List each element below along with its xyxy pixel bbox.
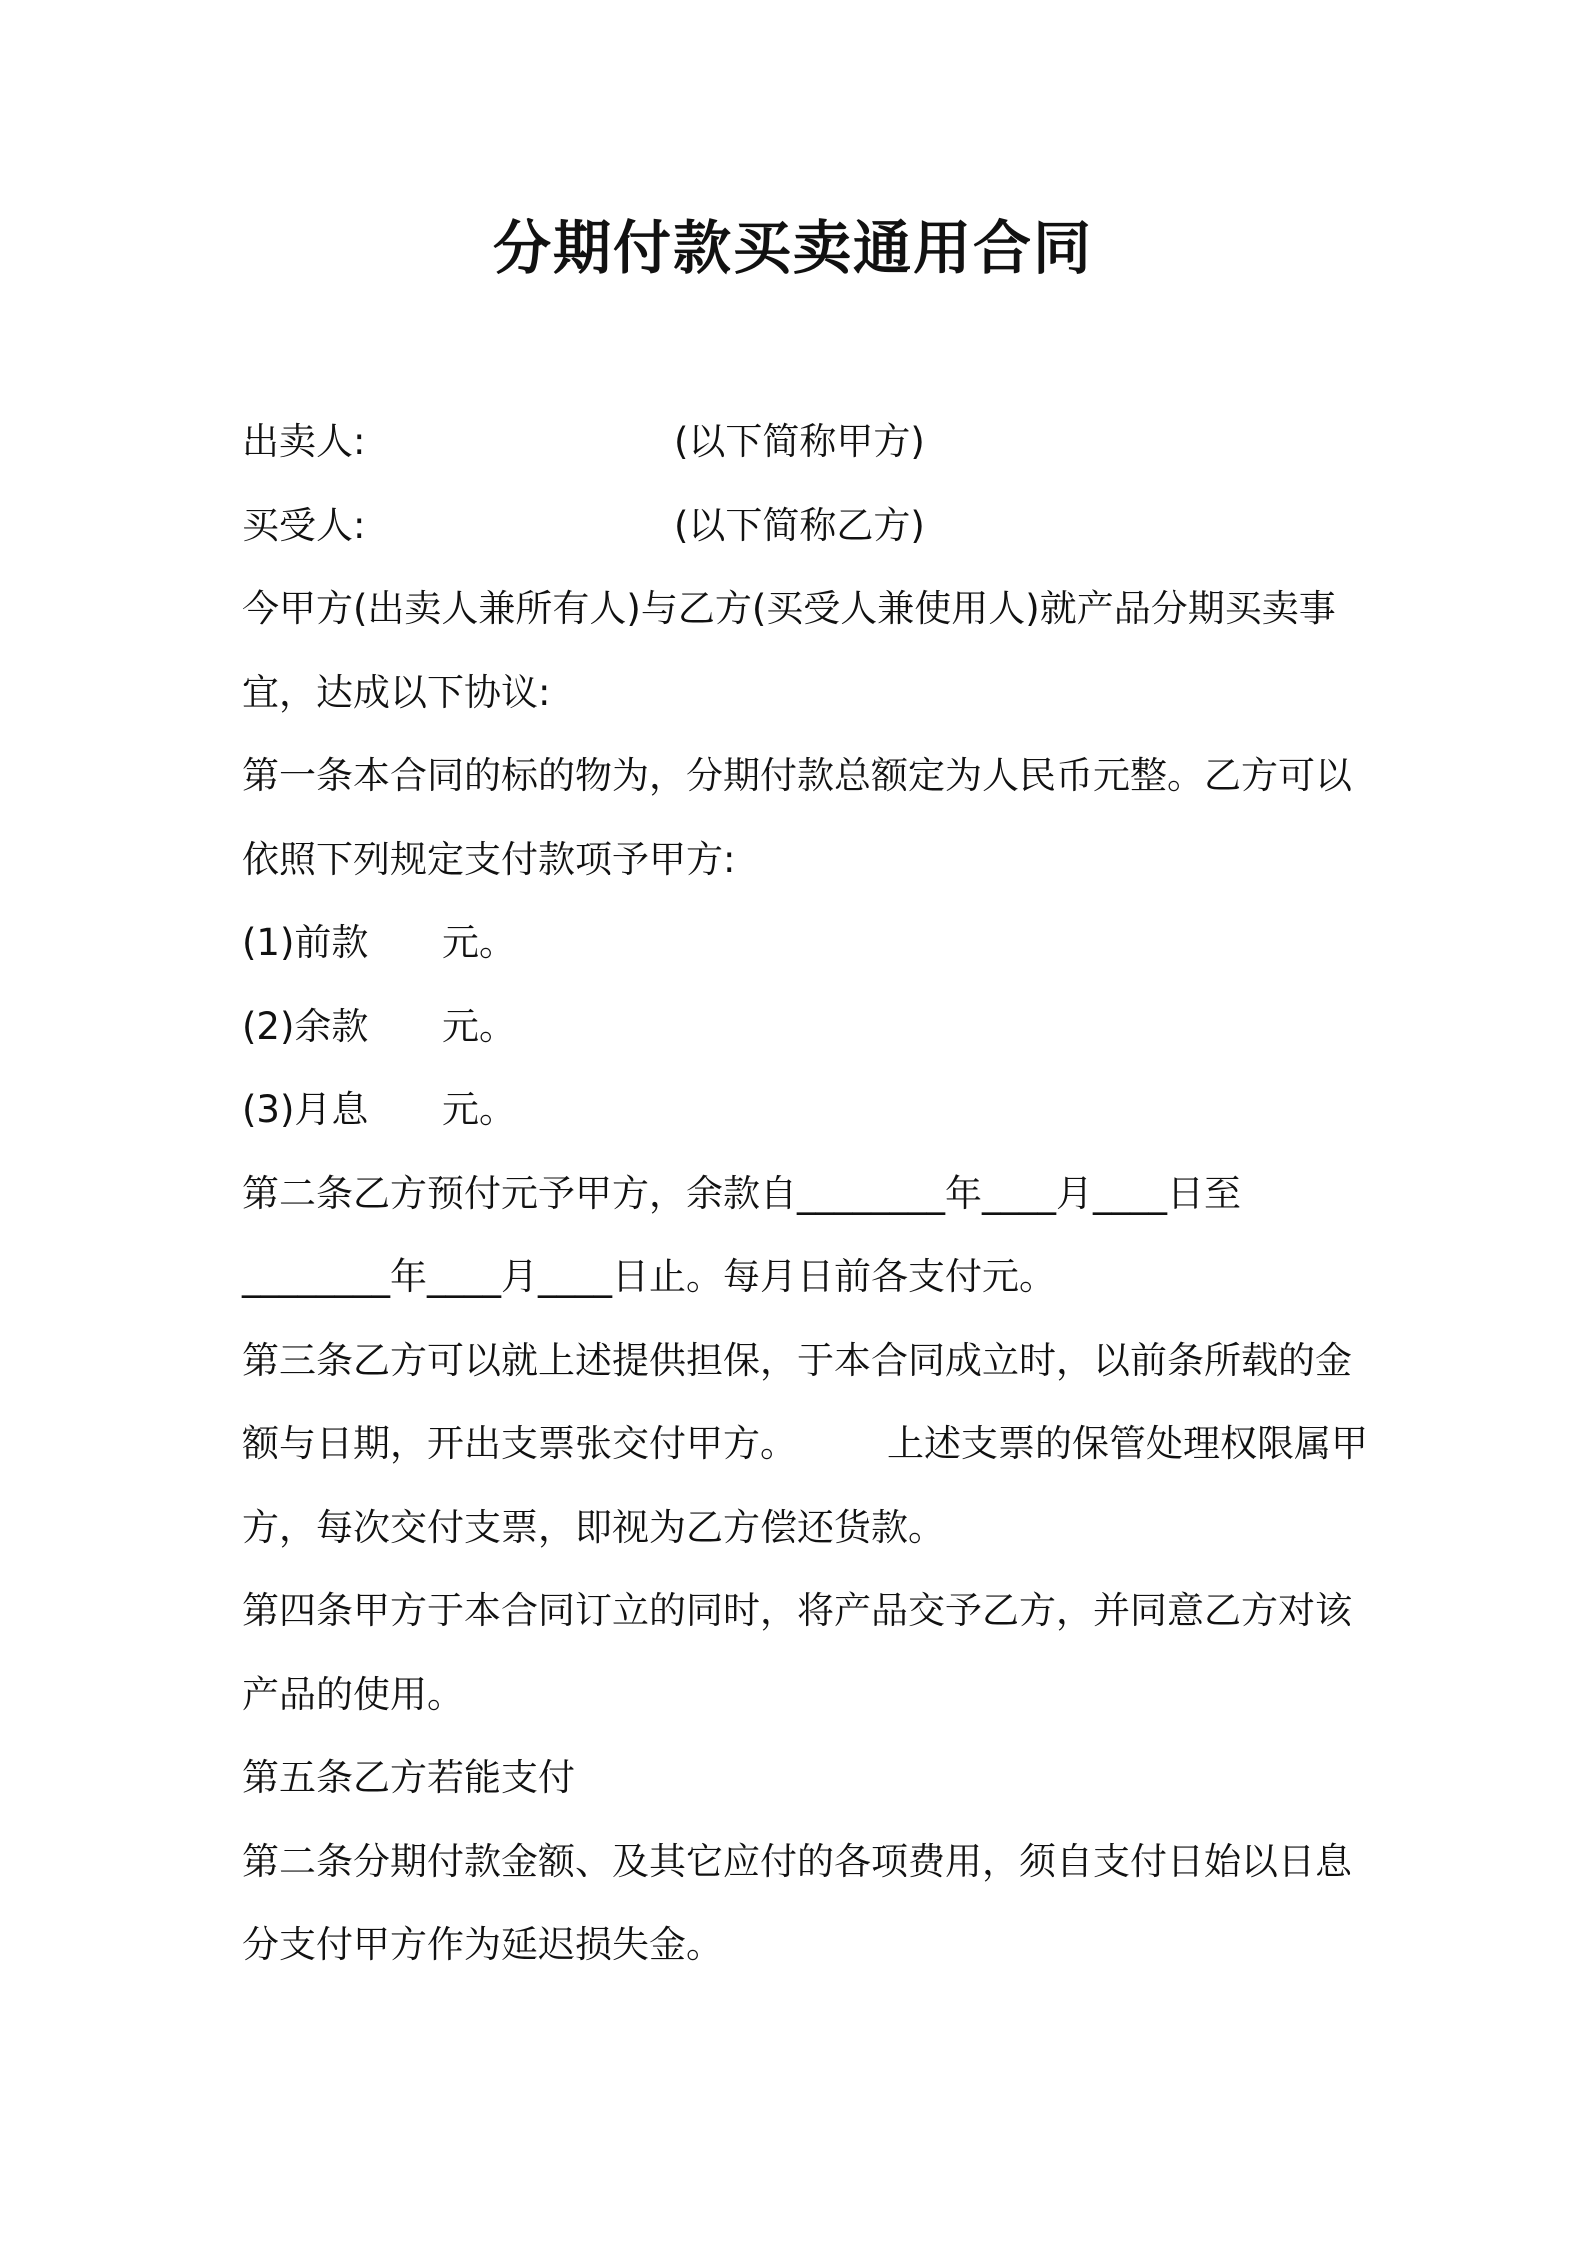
article-5-line-1: 第五条乙方若能支付 (242, 1756, 575, 1799)
item-1-label: (1)前款 (242, 921, 369, 964)
item-3-line (242, 1068, 1352, 1152)
article-3-line-3: 方，每次交付支票，即视为乙方偿还货款。 (242, 1505, 945, 1549)
item-3-unit: 元。 (442, 1088, 516, 1131)
article-2b-line-1: 第二条分期付款金额、及其它应付的各项费用，须自支付日始以日息 (242, 1839, 1352, 1883)
article-3-line-1: 第三条乙方可以就上述提供担保，于本合同成立时，以前条所载的金 (242, 1338, 1352, 1382)
item-2-line (242, 985, 1352, 1069)
seller-label: 出卖人: (242, 420, 366, 463)
seller-line (242, 400, 1352, 484)
item-3-label: (3)月息 (242, 1088, 369, 1131)
intro-line-1: 今甲方(出卖人兼所有人)与乙方(买受人兼使用人)就产品分期买卖事 (242, 587, 1336, 630)
article-1-line-2: 依照下列规定支付款项予甲方: (242, 837, 736, 881)
document-title: 分期付款买卖通用合同 (492, 214, 1093, 282)
item-1-line (242, 901, 1352, 985)
article-3-line-2-part-a: 额与日期，开出支票张交付甲方。 (242, 1422, 797, 1465)
article-2b-line-2: 分支付甲方作为延迟损失金。 (242, 1923, 723, 1966)
article-4-line-2: 产品的使用。 (242, 1672, 464, 1716)
item-2-unit: 元。 (442, 1004, 516, 1048)
article-2-line-1: 第二条乙方预付元予甲方，余款自________年____月____日至 (242, 1171, 1241, 1215)
article-4-line-1: 第四条甲方于本合同订立的同时，将产品交予乙方，并同意乙方对该 (242, 1589, 1352, 1632)
article-1-line-1: 第一条本合同的标的物为，分期付款总额定为人民币元整。乙方可以 (242, 754, 1352, 797)
contract-body (242, 400, 1368, 1987)
article-3-line-2-part-b: 上述支票的保管处理权限属甲 (887, 1422, 1368, 1465)
buyer-line (242, 484, 1352, 568)
buyer-note: (以下简称乙方) (674, 503, 925, 547)
buyer-label: 买受人: (242, 503, 366, 547)
article-2-line-2: ________年____月____日止。每月日前各支付元。 (242, 1255, 1056, 1298)
item-1-unit: 元。 (442, 921, 516, 964)
seller-note: (以下简称甲方) (674, 420, 925, 463)
item-2-label: (2)余款 (242, 1004, 369, 1048)
article-3-line-2 (242, 1402, 1368, 1486)
intro-line-2: 宜，达成以下协议: (242, 670, 551, 714)
